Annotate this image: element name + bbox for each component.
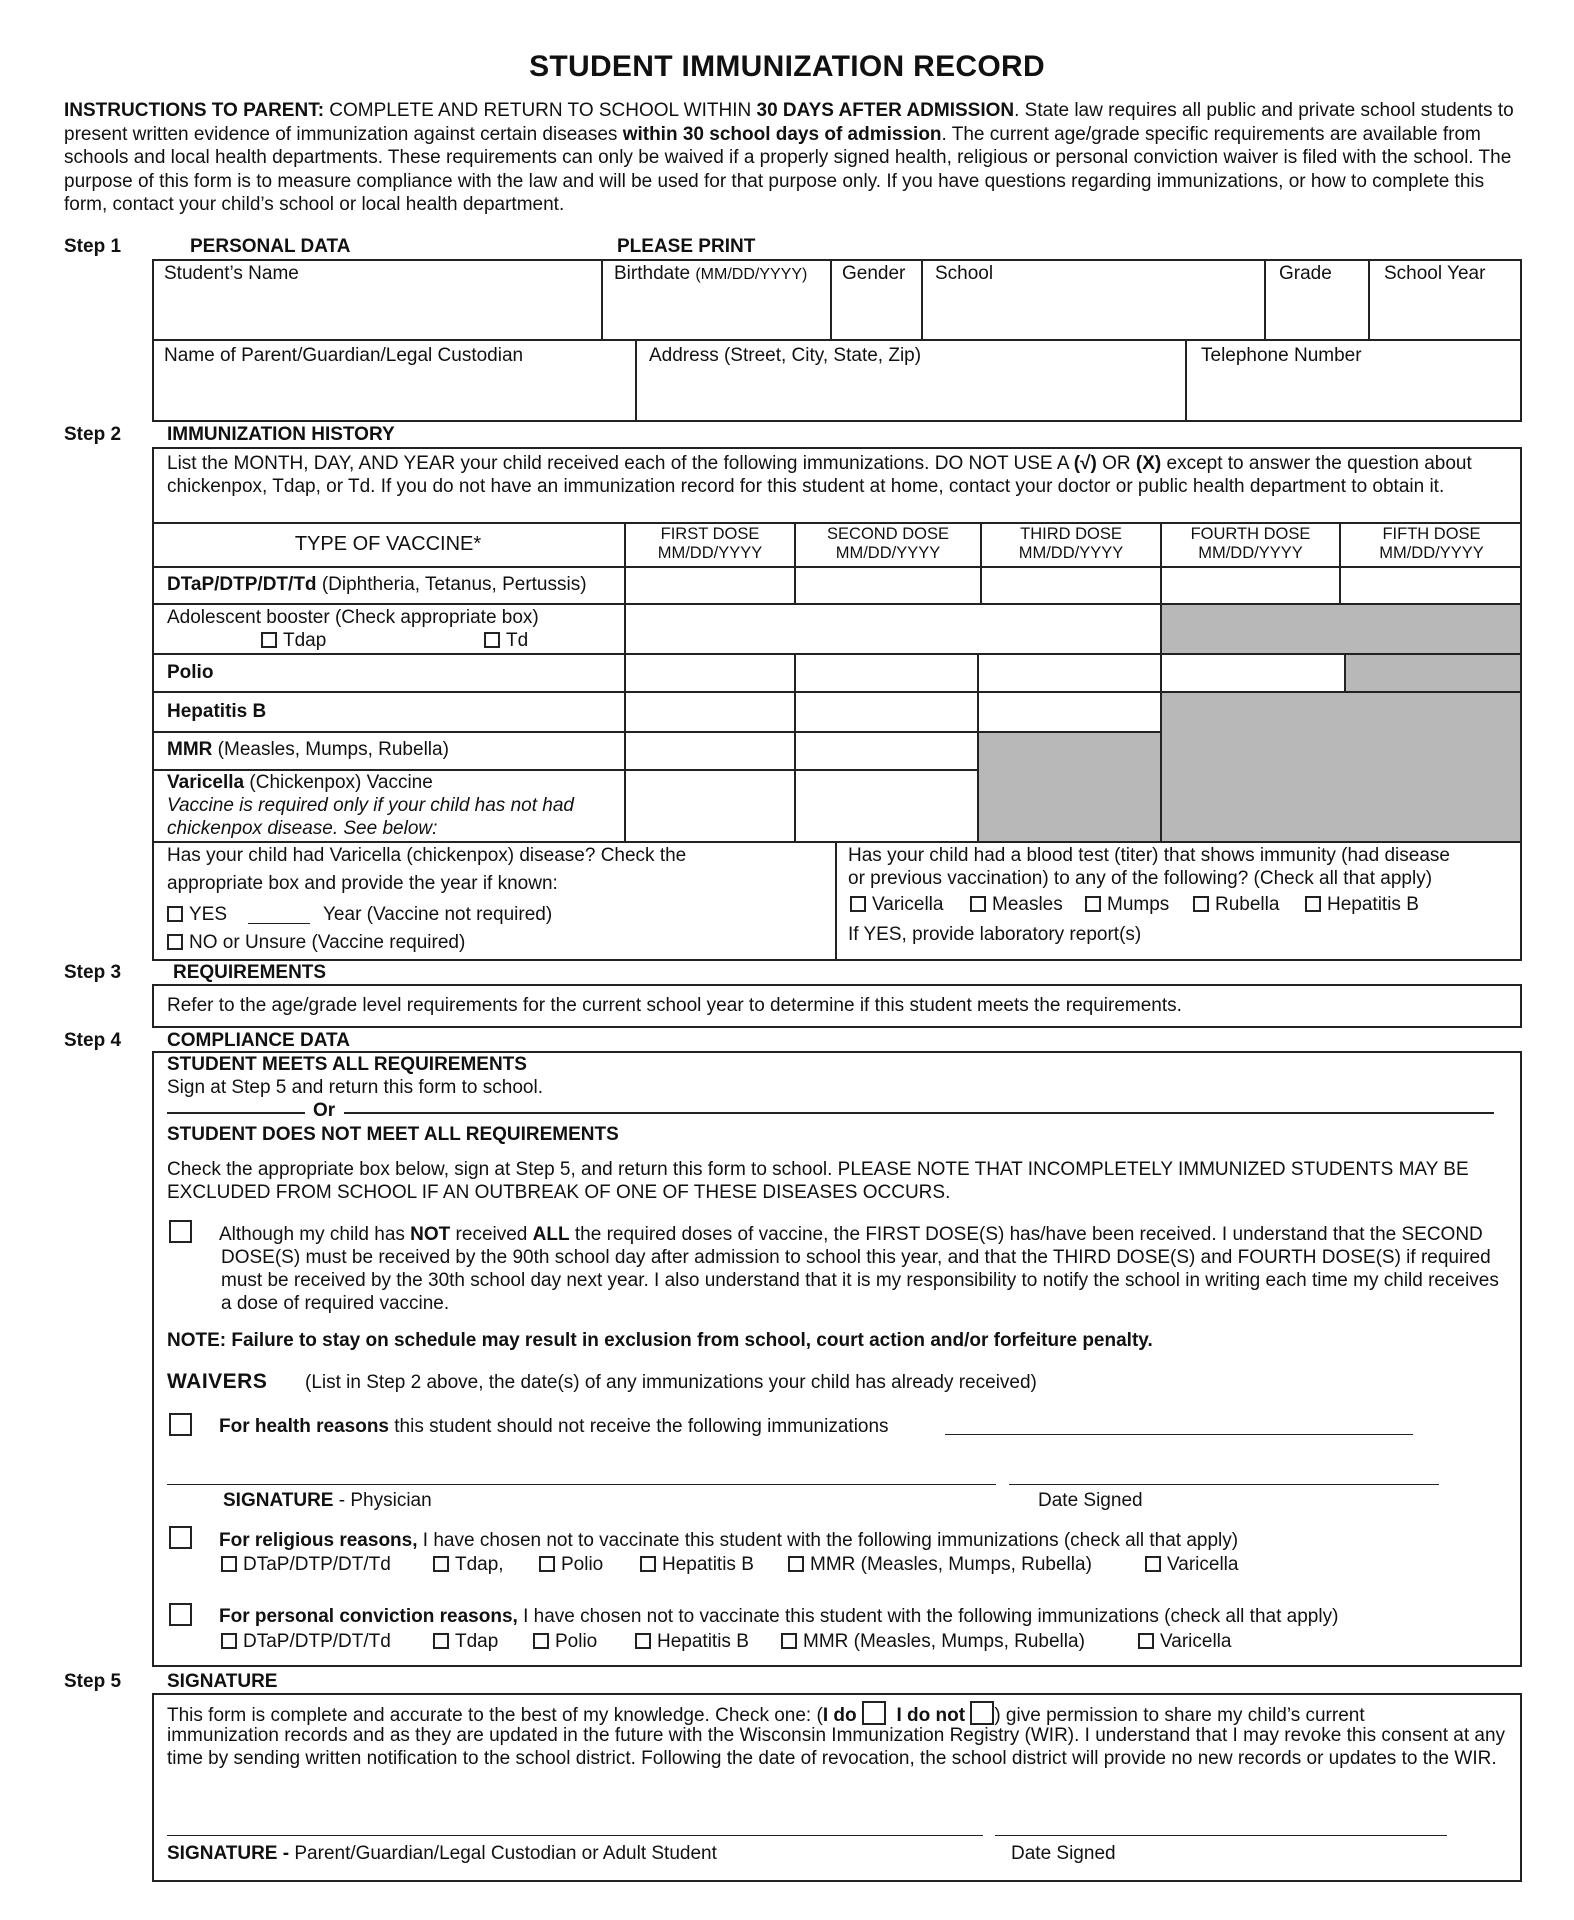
row-varicella-bold: Varicella — [167, 772, 245, 793]
student-name-field[interactable] — [152, 259, 601, 339]
step2-instr-b: except to answer the question about chickenpox, Tdap, or Td. If you do not have an immunization record for this student at home, contact your doctor or public health department to obtain it. — [167, 453, 1472, 497]
not-meets: STUDENT DOES NOT MEET ALL REQUIREMENTS — [167, 1124, 619, 1145]
personal-mmr-checkbox[interactable] — [781, 1633, 797, 1649]
gender-label: Gender — [842, 263, 906, 284]
telephone-field[interactable] — [1187, 341, 1522, 421]
varicella-yes-option[interactable] — [167, 904, 227, 926]
waivers-note: (List in Step 2 above, the date(s) of any immunizations your child has already received) — [305, 1372, 1037, 1393]
tdap-label: Tdap — [283, 630, 327, 651]
instructions-part2: . State law requires all public and private school students to present written evidence of immunization against certain diseases — [64, 100, 1514, 145]
hepb-dose-3[interactable] — [979, 693, 1160, 731]
parent-name-field[interactable] — [152, 341, 635, 421]
step2-instr-or: OR — [1096, 453, 1136, 474]
personal-dtap-label: DTaP/DTP/DT/Td — [243, 1631, 391, 1652]
hepb-dose-1[interactable] — [626, 693, 794, 731]
religious-polio-checkbox[interactable] — [539, 1556, 555, 1572]
instructions-bold2: within 30 school days of admission — [622, 123, 942, 145]
step3-text: Refer to the age/grade level requirements for the current school year to determine if this student meets the requirements. — [167, 995, 1182, 1016]
i-do-label: I do — [822, 1705, 857, 1726]
sig-rest: Parent/Guardian/Legal Custodian or Adult Student — [294, 1843, 717, 1864]
first-doses-text — [221, 1223, 1511, 1315]
religious-varicella-label: Varicella — [1167, 1554, 1239, 1575]
parent-signature-line[interactable] — [167, 1835, 983, 1836]
school-year-field[interactable] — [1370, 259, 1522, 339]
step2-instructions — [167, 452, 1512, 498]
birthdate-label: Birthdate — [614, 263, 691, 284]
yes-label: YES — [189, 904, 228, 925]
religious-rest: I have chosen not to vaccinate this student with the following immunizations (check all that apply) — [417, 1530, 1239, 1551]
physician-signature-label — [223, 1490, 432, 1512]
or-divider: Or — [313, 1100, 336, 1121]
personal-hepb-checkbox[interactable] — [635, 1633, 651, 1649]
varicella-note-2: chickenpox disease. See below: — [167, 818, 438, 839]
yes-year-label: Year (Vaccine not required) — [323, 904, 553, 925]
td-label: Td — [506, 630, 529, 651]
dtap-dose-3[interactable] — [982, 568, 1160, 603]
titer-hepb-checkbox[interactable] — [1305, 896, 1321, 912]
row-dtap — [167, 574, 587, 596]
religious-tdap-checkbox[interactable] — [433, 1556, 449, 1572]
titer-option-varicella[interactable] — [850, 894, 943, 916]
polio-dose-3[interactable] — [979, 655, 1160, 691]
school-year-label: School Year — [1384, 263, 1486, 284]
shaded-cell — [1162, 605, 1520, 653]
step2-instr-a: List the MONTH, DAY, AND YEAR your child received each of the following immunizations. DO NOT USE A — [167, 453, 1074, 474]
dose-header-5 — [1341, 525, 1522, 563]
dose-header-4 — [1162, 525, 1339, 563]
dose-header-1-name: FIRST DOSE — [660, 525, 760, 543]
td-checkbox[interactable] — [484, 632, 500, 648]
tdap-checkbox[interactable] — [261, 632, 277, 648]
consent-a: This form is complete and accurate to the best of my knowledge. Check one: ( — [167, 1705, 823, 1726]
step2-label: Step 2 — [64, 424, 122, 445]
personal-polio-label: Polio — [555, 1631, 598, 1652]
varicella-note-1: Vaccine is required only if your child has not had — [167, 795, 574, 816]
religious-option-hepb[interactable] — [640, 1554, 754, 1576]
varicella-dose-1[interactable] — [626, 771, 794, 841]
step2-heading: IMMUNIZATION HISTORY — [167, 424, 395, 445]
personal-option-tdap[interactable] — [433, 1631, 498, 1653]
varicella-dose-2[interactable] — [796, 771, 977, 841]
td-option[interactable] — [484, 630, 528, 652]
titer-option-measles[interactable] — [970, 894, 1063, 916]
consent-body: immunization records and as they are updated in the future with the Wisconsin Immunization Registry (WIR). I understand that I may revoke this consent at any time by sending written notification to the school district. Following the date of revocation, the school district will provide no new records or updates to the WIR. — [167, 1725, 1506, 1769]
titer-option-mumps[interactable] — [1085, 894, 1169, 916]
disease-question-1: Has your child had Varicella (chickenpox) disease? Check the — [167, 845, 687, 866]
step1-heading: PERSONAL DATA — [190, 236, 351, 257]
please-print: PLEASE PRINT — [617, 236, 756, 257]
physician-date-line[interactable] — [1009, 1484, 1439, 1485]
varicella-no-option[interactable] — [167, 932, 465, 954]
religious-bold: For religious reasons, — [219, 1530, 418, 1551]
religious-dtap-label: DTaP/DTP/DT/Td — [243, 1554, 391, 1575]
although-not: NOT — [410, 1224, 451, 1245]
personal-waiver-text — [219, 1606, 1338, 1628]
birthdate-label-wrap — [614, 263, 807, 286]
step4-heading: COMPLIANCE DATA — [167, 1030, 350, 1051]
health-bold: For health reasons — [219, 1416, 389, 1437]
personal-tdap-checkbox[interactable] — [433, 1633, 449, 1649]
first-doses-checkbox[interactable] — [169, 1220, 192, 1243]
physician-signature-line[interactable] — [167, 1484, 996, 1485]
grade-field[interactable] — [1266, 259, 1368, 339]
dtap-dose-2[interactable] — [796, 568, 980, 603]
religious-waiver-checkbox[interactable] — [169, 1526, 192, 1549]
student-name-label: Student’s Name — [164, 263, 299, 284]
row-adolescent: Adolescent booster (Check appropriate box) — [167, 607, 539, 628]
dose-header-3 — [982, 525, 1160, 563]
note-text: NOTE: Failure to stay on schedule may result in exclusion from school, court action and/or forfeiture penalty. — [167, 1330, 1153, 1351]
health-immunizations-input[interactable] — [945, 1434, 1413, 1435]
although-b: received — [450, 1224, 533, 1245]
titer-note: If YES, provide laboratory report(s) — [848, 924, 1142, 945]
titer-question-1: Has your child had a blood test (titer) that shows immunity (had disease — [848, 845, 1450, 866]
shaded-cell — [1346, 655, 1520, 691]
step3-heading: REQUIREMENTS — [173, 962, 327, 983]
dose-header-2-name: SECOND DOSE — [827, 525, 949, 543]
tdap-option[interactable] — [261, 630, 326, 652]
adolescent-booster-date[interactable] — [626, 605, 1160, 653]
row-varicella-rest: (Chickenpox) Vaccine — [244, 772, 433, 793]
step3-label: Step 3 — [64, 962, 122, 983]
school-label: School — [935, 263, 994, 284]
personal-tdap-label: Tdap — [455, 1631, 499, 1652]
religious-polio-label: Polio — [561, 1554, 604, 1575]
titer-measles-checkbox[interactable] — [970, 896, 986, 912]
sig-physician-rest: - Physician — [333, 1490, 432, 1511]
row-mmr — [167, 739, 449, 761]
instructions-part3: . The current age/grade specific requirements are available from schools and local health departments. These requirements can only be waived if a properly signed health, religious or personal conviction waiver is filed with the school. The purpose of this form is to measure compliance with the law and will be used for that purpose only. If you have questions regarding immunizations, or how to complete this form, contact your child’s school or local health department. — [64, 123, 1512, 215]
titer-mumps-checkbox[interactable] — [1085, 896, 1101, 912]
telephone-label: Telephone Number — [1201, 345, 1362, 366]
row-polio: Polio — [167, 662, 214, 683]
dose-header-5-name: FIFTH DOSE — [1382, 525, 1481, 543]
step4-label: Step 4 — [64, 1030, 122, 1051]
meets-sub: Sign at Step 5 and return this form to school. — [167, 1077, 543, 1098]
polio-dose-1[interactable] — [626, 655, 794, 691]
although-all: ALL — [532, 1224, 570, 1245]
dose-header-2 — [796, 525, 980, 563]
row-dtap-rest: (Diphtheria, Tetanus, Pertussis) — [316, 574, 587, 595]
step1-label: Step 1 — [64, 236, 122, 257]
personal-mmr-label: MMR (Measles, Mumps, Rubella) — [803, 1631, 1085, 1652]
personal-hepb-label: Hepatitis B — [657, 1631, 749, 1652]
religious-varicella-checkbox[interactable] — [1145, 1556, 1161, 1572]
no-label: NO or Unsure (Vaccine required) — [189, 932, 466, 953]
religious-option-tdap[interactable] — [433, 1554, 504, 1576]
health-waiver-text — [219, 1416, 889, 1438]
mmr-dose-1[interactable] — [626, 733, 794, 769]
shaded-cell — [1162, 693, 1520, 841]
health-rest: this student should not receive the following immunizations — [389, 1416, 889, 1437]
titer-option-hepb[interactable] — [1305, 894, 1419, 916]
religious-dtap-checkbox[interactable] — [221, 1556, 237, 1572]
row-dtap-bold: DTaP/DTP/DT/Td — [167, 574, 317, 595]
although-c: the required doses of vaccine, the FIRST DOSE(S) has/have been received. I understand that the SECOND DOSE(S) must be received by the 90th school day after admission to school this year, and that the THIRD DOSE(S) and FOURTH DOSE(S) if required must be received by the 30th school day next year. I also understand that it is my responsibility to notify the school in writing each time my child receives a dose of required vaccine. — [221, 1224, 1499, 1314]
titer-varicella-checkbox[interactable] — [850, 896, 866, 912]
address-label: Address (Street, City, State, Zip) — [649, 345, 922, 366]
address-field[interactable] — [637, 341, 1185, 421]
step5-heading: SIGNATURE — [167, 1671, 278, 1692]
birthdate-format: (MM/DD/YYYY) — [695, 266, 808, 283]
although-a: Although my child has — [219, 1224, 411, 1245]
personal-varicella-label: Varicella — [1160, 1631, 1232, 1652]
parent-date-line[interactable] — [995, 1835, 1447, 1836]
dose-header-1 — [626, 525, 794, 563]
dtap-dose-5[interactable] — [1341, 568, 1522, 603]
birthdate-field[interactable] — [603, 259, 830, 339]
personal-option-varicella[interactable] — [1138, 1631, 1231, 1653]
dose-header-3-name: THIRD DOSE — [1020, 525, 1122, 543]
titer-hepb-label: Hepatitis B — [1327, 894, 1419, 915]
dose-header-1-fmt: MM/DD/YYYY — [657, 544, 763, 562]
disease-question-2: appropriate box and provide the year if known: — [167, 873, 558, 894]
varicella-year-input[interactable] — [248, 923, 310, 924]
gender-field[interactable] — [832, 259, 921, 339]
personal-rest: I have chosen not to vaccinate this student with the following immunizations (check all that apply) — [517, 1606, 1339, 1627]
consent-b: ) give permission to share my child’s current — [994, 1705, 1365, 1726]
sig-bold: SIGNATURE - — [167, 1843, 295, 1864]
personal-bold: For personal conviction reasons, — [219, 1606, 518, 1627]
varicella-no-checkbox[interactable] — [167, 934, 183, 950]
x-mark-symbol: (X) — [1135, 453, 1162, 474]
dose-header-3-fmt: MM/DD/YYYY — [1018, 544, 1124, 562]
sig-physician-bold: SIGNATURE — [223, 1490, 334, 1511]
instructions-bold1: 30 DAYS AFTER ADMISSION — [756, 100, 1015, 121]
personal-option-mmr[interactable] — [781, 1631, 1085, 1653]
dose-header-4-name: FOURTH DOSE — [1190, 525, 1311, 543]
titer-varicella-label: Varicella — [872, 894, 944, 915]
parent-name-label: Name of Parent/Guardian/Legal Custodian — [164, 345, 524, 366]
titer-question-2: or previous vaccination) to any of the following? (Check all that apply) — [848, 868, 1433, 889]
step5-label: Step 5 — [64, 1671, 122, 1692]
personal-option-polio[interactable] — [533, 1631, 597, 1653]
religious-hepb-label: Hepatitis B — [662, 1554, 754, 1575]
i-do-checkbox[interactable] — [862, 1701, 886, 1725]
mmr-dose-2[interactable] — [796, 733, 977, 769]
grade-label: Grade — [1279, 263, 1332, 284]
titer-mumps-label: Mumps — [1107, 894, 1170, 915]
religious-mmr-checkbox[interactable] — [788, 1556, 804, 1572]
form-title: STUDENT IMMUNIZATION RECORD — [529, 50, 1045, 83]
row-mmr-rest: (Measles, Mumps, Rubella) — [212, 739, 449, 760]
religious-option-polio[interactable] — [539, 1554, 603, 1576]
row-hepb: Hepatitis B — [167, 701, 267, 722]
religious-mmr-label: MMR (Measles, Mumps, Rubella) — [810, 1554, 1092, 1575]
titer-rubella-checkbox[interactable] — [1193, 896, 1209, 912]
polio-dose-4[interactable] — [1162, 655, 1344, 691]
school-field[interactable] — [923, 259, 1264, 339]
polio-dose-2[interactable] — [796, 655, 977, 691]
varicella-yes-checkbox[interactable] — [167, 906, 183, 922]
waivers-heading: WAIVERS — [167, 1370, 268, 1393]
i-do-not-checkbox[interactable] — [970, 1701, 994, 1725]
check-mark-symbol: (√) — [1073, 453, 1097, 474]
instructions-part1: COMPLETE AND RETURN TO SCHOOL WITHIN — [324, 100, 757, 121]
personal-option-dtap[interactable] — [221, 1631, 391, 1653]
religious-option-mmr[interactable] — [788, 1554, 1092, 1576]
religious-option-varicella[interactable] — [1145, 1554, 1238, 1576]
check-text: Check the appropriate box below, sign at Step 5, and return this form to school. PLEASE NOTE THAT INCOMPLETELY IMMUNIZED STUDENTS MAY BE EXCLUDED FROM SCHOOL IF AN OUTBREAK OF ONE OF THESE DISEASES OCCURS. — [167, 1159, 1469, 1203]
dose-header-4-fmt: MM/DD/YYYY — [1198, 544, 1303, 562]
religious-tdap-label: Tdap, — [455, 1554, 504, 1575]
type-of-vaccine-header: TYPE OF VACCINE* — [294, 533, 482, 555]
dtap-dose-1[interactable] — [626, 568, 794, 603]
religious-hepb-checkbox[interactable] — [640, 1556, 656, 1572]
hepb-dose-2[interactable] — [796, 693, 977, 731]
titer-measles-label: Measles — [992, 894, 1063, 915]
personal-option-hepb[interactable] — [635, 1631, 749, 1653]
personal-polio-checkbox[interactable] — [533, 1633, 549, 1649]
row-mmr-bold: MMR — [167, 739, 213, 760]
health-waiver-checkbox[interactable] — [169, 1413, 192, 1436]
personal-dtap-checkbox[interactable] — [221, 1633, 237, 1649]
dose-header-5-fmt: MM/DD/YYYY — [1379, 544, 1484, 562]
dtap-dose-4[interactable] — [1162, 568, 1339, 603]
dose-header-2-fmt: MM/DD/YYYY — [835, 544, 941, 562]
meets-all: STUDENT MEETS ALL REQUIREMENTS — [167, 1054, 527, 1075]
religious-option-dtap[interactable] — [221, 1554, 391, 1576]
titer-rubella-label: Rubella — [1215, 894, 1280, 915]
religious-waiver-text — [219, 1530, 1238, 1552]
personal-waiver-checkbox[interactable] — [169, 1603, 192, 1626]
parent-signature-label — [167, 1843, 717, 1865]
instructions-lead: INSTRUCTIONS TO PARENT: — [64, 100, 325, 121]
parent-date-label: Date Signed — [1011, 1843, 1116, 1864]
instructions — [64, 99, 1514, 217]
titer-option-rubella[interactable] — [1193, 894, 1279, 916]
physician-date-label: Date Signed — [1038, 1490, 1143, 1511]
shaded-cell — [979, 733, 1162, 841]
row-varicella — [167, 772, 433, 794]
i-do-not-label: I do not — [896, 1705, 966, 1726]
personal-varicella-checkbox[interactable] — [1138, 1633, 1154, 1649]
